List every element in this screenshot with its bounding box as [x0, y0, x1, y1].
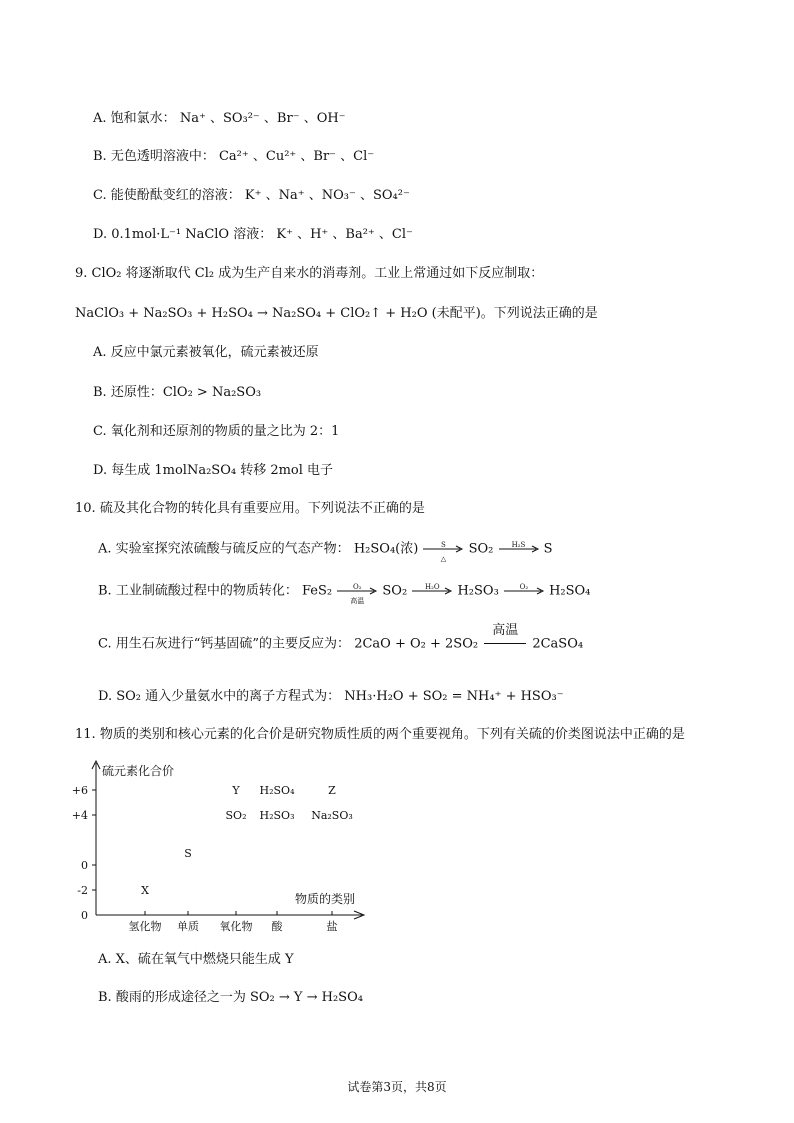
y-tick-label: +6 — [71, 784, 88, 797]
point-H₂SO₃: H₂SO₃ — [259, 809, 295, 822]
q10-option-a: A. 实验室探究浓硫酸与硫反应的气态产物： H₂SO₄(浓) S △ SO₂ H₂S S — [98, 541, 553, 563]
x-tick-label: 氧化物 — [219, 920, 253, 933]
y-tick-label: 0 — [81, 859, 88, 872]
q9-stem: 9. ClO₂ 将逐渐取代 Cl₂ 成为生产自来水的消毒剂。工业上常通过如下反应制取： — [75, 266, 544, 281]
point-S: S — [184, 847, 192, 860]
q9-option-c: C. 氧化剂和还原剂的物质的量之比为 2：1 — [93, 424, 340, 439]
y-tick-label: -2 — [77, 884, 88, 897]
arrow-icon — [503, 587, 545, 595]
arrow-icon — [422, 545, 464, 553]
x-tick-label: 盐 — [326, 920, 338, 933]
condition-bar: 高温 — [482, 634, 528, 654]
reaction-arrow: H₂O — [411, 582, 453, 600]
q10-option-c: C. 用生石灰进行“钙基固硫”的主要反应为： 2CaO + O₂ + 2SO₂ 高温 2CaSO₄ — [98, 634, 583, 654]
q9-option-d: D. 每生成 1molNa₂SO₄ 转移 2mol 电子 — [93, 463, 334, 478]
reaction-arrow: S △ — [422, 540, 464, 558]
point-Na₂SO₃: Na₂SO₃ — [311, 809, 353, 822]
q8-option-b: B. 无色透明溶液中： Ca²⁺ 、Cu²⁺ 、Br⁻ 、Cl⁻ — [93, 149, 375, 164]
origin-label: 0 — [81, 909, 88, 922]
q11-option-a: A. X、硫在氧气中燃烧只能生成 Y — [98, 952, 294, 967]
q9-equation: NaClO₃ + Na₂SO₃ + H₂SO₄ → Na₂SO₄ + ClO₂↑ + H₂O (未配平)。下列说法正确的是 — [75, 306, 598, 321]
q10-option-d: D. SO₂ 通入少量氨水中的离子方程式为： NH₃·H₂O + SO₂ = NH₄⁺ + HSO₃⁻ — [98, 689, 564, 704]
point-Y: Y — [232, 784, 240, 797]
x-axis-label: 物质的类别 — [295, 892, 356, 906]
y-tick-label: +4 — [71, 809, 88, 822]
page-footer: 试卷第3页，共8页 — [347, 1080, 447, 1094]
x-tick-label: 酸 — [271, 920, 283, 933]
point-H₂SO₄: H₂SO₄ — [259, 784, 295, 797]
reaction-arrow: O₂ — [503, 582, 545, 600]
x-tick-label: 氢化物 — [128, 920, 162, 933]
arrow-icon — [336, 587, 378, 595]
point-SO₂: SO₂ — [225, 809, 247, 822]
q11-option-b: B. 酸雨的形成途径之一为 SO₂ → Y → H₂SO₄ — [98, 990, 363, 1005]
arrow-icon — [411, 587, 453, 595]
q8-option-a: A. 饱和氯水： Na⁺ 、SO₃²⁻ 、Br⁻ 、OH⁻ — [93, 111, 346, 126]
sulfur-valence-chart — [70, 755, 380, 940]
q11-stem: 11. 物质的类别和核心元素的化合价是研究物质性质的两个重要视角。下列有关硫的价类图说法中正确的是 — [75, 727, 685, 742]
reaction-arrow: O₂ 高温 — [336, 582, 378, 600]
q8-option-d: D. 0.1mol·L⁻¹ NaClO 溶液： K⁺ 、H⁺ 、Ba²⁺ 、Cl⁻ — [93, 227, 413, 242]
q10-option-b: B. 工业制硫酸过程中的物质转化： FeS₂ O₂ 高温 SO₂ H₂O H₂SO₃ O₂ H₂SO₄ — [98, 583, 591, 605]
point-Z: Z — [328, 784, 336, 797]
q9-option-b: B. 还原性：ClO₂ > Na₂SO₃ — [93, 385, 262, 400]
point-X: X — [141, 884, 149, 897]
q8-option-c: C. 能使酚酞变红的溶液： K⁺ 、Na⁺ 、NO₃⁻ 、SO₄²⁻ — [93, 188, 410, 203]
q9-option-a: A. 反应中氯元素被氧化，硫元素被还原 — [93, 345, 319, 360]
q10-stem: 10. 硫及其化合物的转化具有重要应用。下列说法不正确的是 — [75, 501, 425, 516]
y-axis-label: 硫元素化合价 — [102, 764, 175, 778]
reaction-arrow: H₂S — [498, 540, 540, 558]
x-tick-label: 单质 — [177, 920, 199, 933]
arrow-icon — [498, 545, 540, 553]
